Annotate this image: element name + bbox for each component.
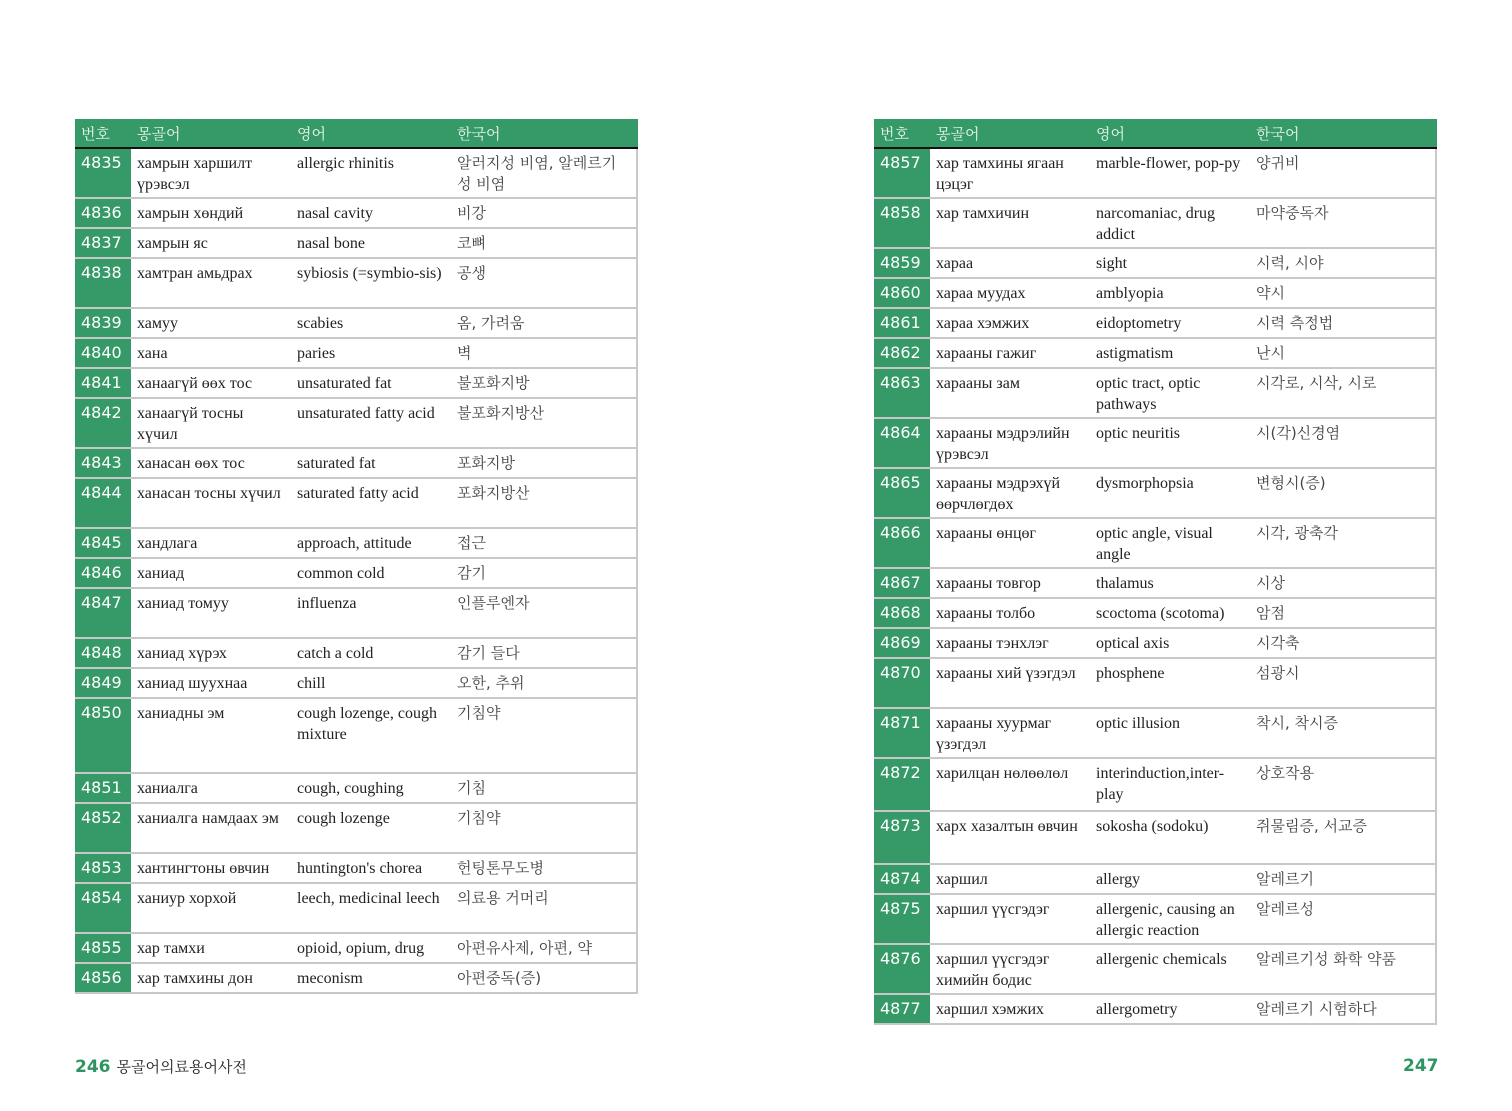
- mongolian-term: харилцан нөлөөлөл: [936, 765, 1069, 782]
- table-row: [874, 469, 1437, 519]
- korean-term: 공생: [457, 264, 486, 282]
- header-mongolian: 몽골어: [137, 124, 181, 143]
- english-term: huntington's chorea: [297, 860, 423, 877]
- header-korean: 한국어: [457, 124, 501, 143]
- korean-term: 기침약: [457, 809, 501, 827]
- korean-term: 기침약: [457, 704, 501, 722]
- english-term: opioid, opium, drug: [297, 940, 425, 957]
- entry-number: 4841: [75, 369, 131, 397]
- table-row: [874, 279, 1437, 309]
- table-row: [75, 339, 638, 369]
- table-row: [874, 199, 1437, 249]
- header-mongolian: 몽골어: [936, 124, 980, 143]
- table-header: [874, 119, 1437, 149]
- entry-number: 4870: [874, 659, 930, 707]
- mongolian-term: ханасан тосны хүчил: [137, 485, 281, 502]
- table-row: [874, 599, 1437, 629]
- entry-number: 4855: [75, 934, 131, 962]
- mongolian-term: хар тамхичин: [936, 205, 1030, 222]
- korean-term: 인플루엔자: [457, 594, 530, 612]
- english-term: allergometry: [1096, 1001, 1178, 1018]
- korean-term: 암점: [1256, 604, 1285, 622]
- book-title: 몽골어의료용어사전: [116, 1058, 247, 1076]
- header-number: 번호: [880, 124, 909, 143]
- mongolian-term: ханиадны эм: [137, 705, 225, 722]
- table-row: [75, 149, 638, 199]
- english-term: allergenic chemicals: [1096, 951, 1227, 968]
- mongolian-term: хамрын яс: [137, 235, 208, 252]
- entry-number: 4856: [75, 964, 131, 992]
- mongolian-term: харшил үүсгэдэг: [936, 901, 1050, 918]
- english-term: cough lozenge, cough mixture: [297, 705, 437, 743]
- korean-term: 의료용 거머리: [457, 889, 549, 907]
- entry-number: 4844: [75, 479, 131, 527]
- entry-number: 4835: [75, 149, 131, 197]
- entry-number: 4843: [75, 449, 131, 477]
- table-row: [874, 709, 1437, 759]
- mongolian-term: ханиур хорхой: [137, 890, 237, 907]
- entry-number: 4857: [874, 149, 930, 197]
- mongolian-term: ханиалга намдаах эм: [137, 810, 279, 827]
- english-term: narcomaniac, drug addict: [1096, 205, 1216, 243]
- table-row: [75, 589, 638, 639]
- mongolian-term: ханасан өөх тос: [137, 455, 245, 472]
- korean-term: 코뼈: [457, 234, 486, 252]
- english-term: interinduction,inter-play: [1096, 765, 1225, 803]
- mongolian-term: харааны хий үзэгдэл: [936, 665, 1076, 682]
- mongolian-term: хараа хэмжих: [936, 315, 1030, 332]
- korean-term: 시각로, 시삭, 시로: [1256, 374, 1377, 392]
- english-term: catch a cold: [297, 645, 374, 662]
- header-korean: 한국어: [1256, 124, 1300, 143]
- table-row: [75, 309, 638, 339]
- korean-term: 기침: [457, 779, 486, 797]
- entry-number: 4876: [874, 945, 930, 993]
- entry-number: 4851: [75, 774, 131, 802]
- right-dictionary-table: [874, 119, 1437, 1025]
- english-term: sybiosis (=symbio-sis): [297, 265, 442, 282]
- korean-term: 마약중독자: [1256, 204, 1329, 222]
- mongolian-term: харааны тэнхлэг: [936, 635, 1049, 652]
- table-row: [874, 419, 1437, 469]
- korean-term: 시각축: [1256, 634, 1300, 652]
- korean-term: 벽: [457, 344, 472, 362]
- entry-number: 4869: [874, 629, 930, 657]
- mongolian-term: хар тамхины дон: [137, 970, 253, 987]
- table-row: [75, 934, 638, 964]
- english-term: approach, attitude: [297, 535, 412, 552]
- english-term: eidoptometry: [1096, 315, 1182, 332]
- korean-term: 착시, 착시증: [1256, 714, 1338, 732]
- korean-term: 포화지방: [457, 454, 515, 472]
- english-term: scoctoma (scotoma): [1096, 605, 1225, 622]
- english-term: astigmatism: [1096, 345, 1174, 362]
- entry-number: 4845: [75, 529, 131, 557]
- korean-term: 시(각)신경염: [1256, 424, 1341, 442]
- mongolian-term: харааны мэдрэхүй өөрчлөгдөх: [936, 475, 1061, 513]
- header-english: 영어: [1096, 124, 1125, 143]
- mongolian-term: ханиалга: [137, 780, 198, 797]
- entry-number: 4847: [75, 589, 131, 637]
- table-row: [75, 529, 638, 559]
- table-row: [874, 339, 1437, 369]
- korean-term: 불포화지방산: [457, 404, 544, 422]
- mongolian-term: харх хазалтын өвчин: [936, 818, 1078, 835]
- entry-number: 4874: [874, 865, 930, 893]
- mongolian-term: харшил: [936, 871, 988, 888]
- korean-term: 아편유사제, 아편, 약: [457, 939, 592, 957]
- english-term: nasal bone: [297, 235, 365, 252]
- table-row: [75, 854, 638, 884]
- entry-number: 4877: [874, 995, 930, 1023]
- mongolian-term: харааны толбо: [936, 605, 1036, 622]
- english-term: nasal cavity: [297, 205, 373, 222]
- table-row: [75, 259, 638, 309]
- entry-number: 4867: [874, 569, 930, 597]
- table-row: [874, 812, 1437, 865]
- english-term: saturated fatty acid: [297, 485, 419, 502]
- mongolian-term: харааны товгор: [936, 575, 1041, 592]
- korean-term: 오한, 추위: [457, 674, 525, 692]
- english-term: common cold: [297, 565, 385, 582]
- entry-number: 4862: [874, 339, 930, 367]
- mongolian-term: хараа муудах: [936, 285, 1026, 302]
- entry-number: 4854: [75, 884, 131, 932]
- english-term: influenza: [297, 595, 357, 612]
- mongolian-term: харааны зам: [936, 375, 1020, 392]
- korean-term: 알레르기 시험하다: [1256, 1000, 1377, 1018]
- mongolian-term: харааны өнцөг: [936, 525, 1037, 542]
- table-row: [75, 804, 638, 854]
- korean-term: 양귀비: [1256, 154, 1300, 172]
- entry-number: 4853: [75, 854, 131, 882]
- entry-number: 4868: [874, 599, 930, 627]
- english-term: cough, coughing: [297, 780, 404, 797]
- entry-number: 4838: [75, 259, 131, 307]
- table-row: [75, 399, 638, 449]
- table-row: [874, 865, 1437, 895]
- mongolian-term: харшил үүсгэдэг химийн бодис: [936, 951, 1050, 989]
- english-term: unsaturated fat: [297, 375, 392, 392]
- mongolian-term: харааны хуурмаг үзэгдэл: [936, 715, 1052, 753]
- korean-term: 섬광시: [1256, 664, 1300, 682]
- table-row: [75, 199, 638, 229]
- table-row: [75, 884, 638, 934]
- table-row: [874, 995, 1437, 1025]
- english-term: allergic rhinitis: [297, 155, 395, 172]
- table-row: [75, 774, 638, 804]
- english-term: sokosha (sodoku): [1096, 818, 1209, 835]
- korean-term: 시각, 광축각: [1256, 524, 1338, 542]
- english-term: cough lozenge: [297, 810, 390, 827]
- english-term: optic neuritis: [1096, 425, 1180, 442]
- english-term: scabies: [297, 315, 344, 332]
- mongolian-term: ханиад: [137, 565, 185, 582]
- mongolian-term: ханаагүй өөх тос: [137, 375, 253, 392]
- table-row: [75, 639, 638, 669]
- entry-number: 4848: [75, 639, 131, 667]
- english-term: optical axis: [1096, 635, 1170, 652]
- entry-number: 4864: [874, 419, 930, 467]
- entry-number: 4850: [75, 699, 131, 772]
- table-row: [75, 964, 638, 994]
- table-row: [874, 945, 1437, 995]
- mongolian-term: хараaны гажиг: [936, 345, 1037, 362]
- entry-number: 4837: [75, 229, 131, 257]
- english-term: dysmorphopsia: [1096, 475, 1194, 492]
- table-header: [75, 119, 638, 149]
- entry-number: 4875: [874, 895, 930, 943]
- mongolian-term: ханиад шуухнаа: [137, 675, 248, 692]
- entry-number: 4866: [874, 519, 930, 567]
- mongolian-term: хантингтоны өвчин: [137, 860, 270, 877]
- table-row: [75, 479, 638, 529]
- english-term: thalamus: [1096, 575, 1154, 592]
- table-row: [874, 569, 1437, 599]
- english-term: optic angle, visual angle: [1096, 525, 1213, 563]
- mongolian-term: хар тамхины ягаан цэцэг: [936, 155, 1064, 193]
- entry-number: 4836: [75, 199, 131, 227]
- english-term: amblyopia: [1096, 285, 1164, 302]
- korean-term: 약시: [1256, 284, 1285, 302]
- table-row: [75, 229, 638, 259]
- mongolian-term: хамрын харшилт үрэвсэл: [137, 155, 253, 193]
- entry-number: 4861: [874, 309, 930, 337]
- korean-term: 변형시(증): [1256, 474, 1326, 492]
- korean-term: 아편중독(증): [457, 969, 542, 987]
- table-row: [75, 559, 638, 589]
- korean-term: 시상: [1256, 574, 1285, 592]
- right-page-footer: [1403, 1056, 1445, 1076]
- mongolian-term: хар тамхи: [137, 940, 205, 957]
- entry-number: 4872: [874, 759, 930, 810]
- header-number: 번호: [81, 124, 110, 143]
- english-term: optic illusion: [1096, 715, 1180, 732]
- page-number: 246: [75, 1057, 111, 1077]
- table-row: [75, 669, 638, 699]
- table-row: [75, 699, 638, 774]
- entry-number: 4859: [874, 249, 930, 277]
- entry-number: 4846: [75, 559, 131, 587]
- korean-term: 감기 들다: [457, 644, 520, 662]
- korean-term: 알레르기: [1256, 870, 1314, 888]
- english-term: optic tract, optic pathways: [1096, 375, 1201, 413]
- korean-term: 불포화지방: [457, 374, 530, 392]
- mongolian-term: ханиад томуу: [137, 595, 229, 612]
- korean-term: 알레르성: [1256, 900, 1314, 918]
- english-term: saturated fat: [297, 455, 376, 472]
- korean-term: 헌팅톤무도병: [457, 859, 544, 877]
- left-page-footer: [75, 1056, 247, 1077]
- mongolian-term: ханиад хүрэх: [137, 645, 227, 662]
- page-number: 247: [1403, 1056, 1439, 1076]
- table-row: [874, 149, 1437, 199]
- table-row: [874, 895, 1437, 945]
- table-row: [874, 519, 1437, 569]
- english-term: leech, medicinal leech: [297, 890, 440, 907]
- entry-number: 4839: [75, 309, 131, 337]
- entry-number: 4865: [874, 469, 930, 517]
- korean-term: 난시: [1256, 344, 1285, 362]
- table-body: [874, 149, 1437, 1025]
- table-row: [874, 659, 1437, 709]
- entry-number: 4842: [75, 399, 131, 447]
- korean-term: 상호작용: [1256, 764, 1314, 782]
- mongolian-term: хамуу: [137, 315, 179, 332]
- korean-term: 알러지성 비염, 알레르기성 비염: [457, 154, 617, 193]
- entry-number: 4873: [874, 812, 930, 863]
- table-row: [874, 309, 1437, 339]
- left-dictionary-table: [75, 119, 638, 994]
- table-row: [874, 629, 1437, 659]
- korean-term: 시력, 시야: [1256, 254, 1324, 272]
- header-english: 영어: [297, 124, 326, 143]
- entry-number: 4852: [75, 804, 131, 852]
- korean-term: 쥐물림증, 서교증: [1256, 817, 1367, 835]
- english-term: sight: [1096, 255, 1128, 272]
- table-body: [75, 149, 638, 994]
- table-row: [874, 249, 1437, 279]
- entry-number: 4849: [75, 669, 131, 697]
- english-term: meconism: [297, 970, 363, 987]
- korean-term: 옴, 가려움: [457, 314, 525, 332]
- table-row: [874, 369, 1437, 419]
- mongolian-term: хараа: [936, 255, 974, 272]
- entry-number: 4863: [874, 369, 930, 417]
- korean-term: 알레르기성 화학 약품: [1256, 950, 1396, 968]
- english-term: chill: [297, 675, 326, 692]
- table-row: [874, 759, 1437, 812]
- english-term: allergy: [1096, 871, 1141, 888]
- english-term: allergenic, causing an allergic reaction: [1096, 901, 1235, 939]
- english-term: marble-flower, pop-py: [1096, 155, 1241, 172]
- entry-number: 4871: [874, 709, 930, 757]
- korean-term: 감기: [457, 564, 486, 582]
- korean-term: 시력 측정법: [1256, 314, 1334, 332]
- english-term: unsaturated fatty acid: [297, 405, 435, 422]
- entry-number: 4840: [75, 339, 131, 367]
- entry-number: 4858: [874, 199, 930, 247]
- english-term: phosphene: [1096, 665, 1165, 682]
- mongolian-term: хандлага: [137, 535, 198, 552]
- mongolian-term: хамтран амьдрах: [137, 265, 253, 282]
- entry-number: 4860: [874, 279, 930, 307]
- mongolian-term: харааны мэдрэлийн үрэвсэл: [936, 425, 1070, 463]
- mongolian-term: хана: [137, 345, 168, 362]
- korean-term: 포화지방산: [457, 484, 530, 502]
- table-row: [75, 449, 638, 479]
- english-term: paries: [297, 345, 336, 362]
- korean-term: 접근: [457, 534, 486, 552]
- korean-term: 비강: [457, 204, 486, 222]
- mongolian-term: хамрын хөндий: [137, 205, 244, 222]
- mongolian-term: ханаагүй тосны хүчил: [137, 405, 244, 443]
- mongolian-term: харшил хэмжих: [936, 1001, 1045, 1018]
- table-row: [75, 369, 638, 399]
